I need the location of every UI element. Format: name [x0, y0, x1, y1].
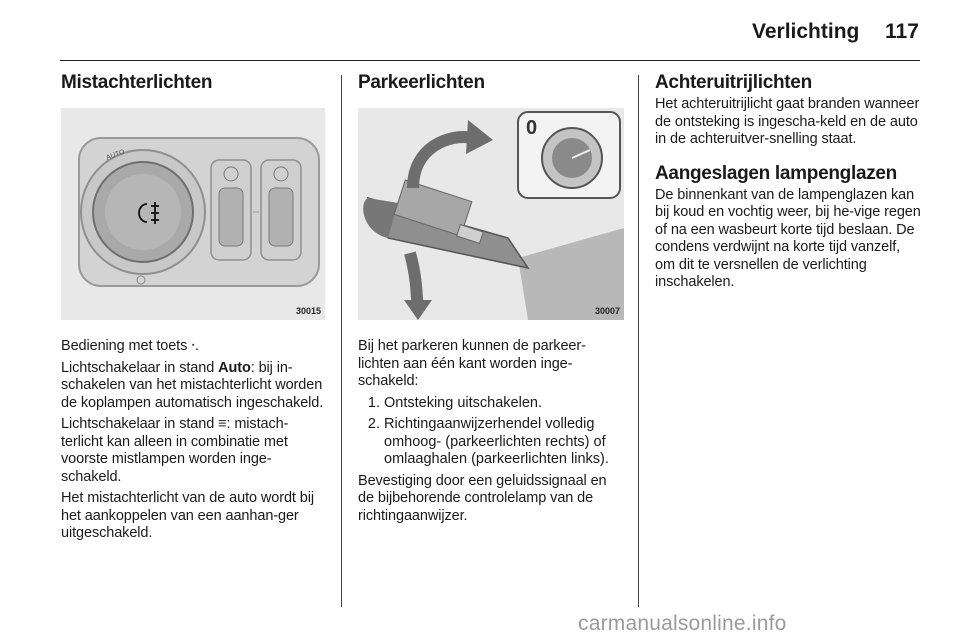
paragraph-auto: Lichtschakelaar in stand Auto: bij in-schakelen van het mistachterlicht worden de koplampen automatisch ingeschakeld.: [61, 359, 324, 411]
low-beam-icon: ≡: [218, 416, 227, 432]
paragraph-operation: Bediening met toets ⸱.: [61, 338, 199, 354]
paragraph-trailer: Het mistachterlicht van de auto wordt bij het aankoppelen van een aanhan-ger uitgeschakeld.: [61, 490, 314, 541]
section-heading-parking: Parkeerlichten: [358, 72, 485, 93]
chapter-title: Verlichting: [752, 20, 860, 43]
column-reverse-lights: [655, 72, 923, 296]
section-heading-reverse: Achteruitrijlichten: [655, 72, 812, 93]
figure-code: 30007: [594, 306, 620, 316]
light-switch-illustration: [61, 108, 325, 320]
figure-light-switch: [61, 108, 325, 320]
column-parking-lights: [358, 72, 624, 529]
section-heading-rear-fog: Mistachterlichten: [61, 72, 213, 93]
paragraph-parking-intro: Bij het parkeren kunnen de parkeer-lichten aan één kant worden inge-schakeld:: [358, 338, 586, 389]
figure-code: 30015: [295, 306, 321, 316]
figure-turn-signal-lever: [358, 108, 624, 320]
page-header: [0, 0, 960, 62]
rear-fog-icon: ⸱: [191, 338, 195, 354]
paragraph-fogged-lenses: De binnenkant van de lampenglazen kan bij koud en vochtig weer, bij he-vige regen of na een wasbeurt korte tijd beslaan. De condens verdwijnt na korte tijd vanzelf, om dit te versnellen de verlichting inschakelen.: [655, 186, 921, 290]
lever-illustration: [358, 108, 624, 320]
list-item: 1. Ontsteking uitschakelen.: [384, 395, 624, 413]
header-rule: [60, 60, 920, 61]
list-item: 2. Richtingaanwijzerhendel volledig omhoog- (parkeerlichten rechts) of omlaaghalen (parkeerlichten links).: [384, 416, 624, 469]
column-divider-2: [638, 75, 639, 607]
paragraph-low-beam: Lichtschakelaar in stand ≡: mistach-terlicht kan alleen in combinatie met voorste mistlampen worden inge-schakeld.: [61, 416, 289, 485]
watermark: carmanualsonline.info: [578, 612, 787, 635]
switch-auto-label: AUTO: [105, 148, 126, 162]
section-heading-fogged-lenses: Aangeslagen lampenglazen: [655, 162, 897, 184]
ignition-position-label: 0: [526, 117, 538, 139]
paragraph-confirmation: Bevestiging door een geluidssignaal en de bijbehorende controlelamp van de richtingaanwijzer.: [358, 472, 607, 524]
page-number: 117: [885, 20, 919, 43]
paragraph-reverse: Het achteruitrijlicht gaat branden wanneer de ontsteking is ingescha-keld en de auto in de achteruitver-snelling staat.: [655, 96, 920, 147]
column-rear-fog-lights: [61, 72, 325, 547]
steps-list: [358, 395, 624, 469]
column-divider-1: [341, 75, 342, 607]
